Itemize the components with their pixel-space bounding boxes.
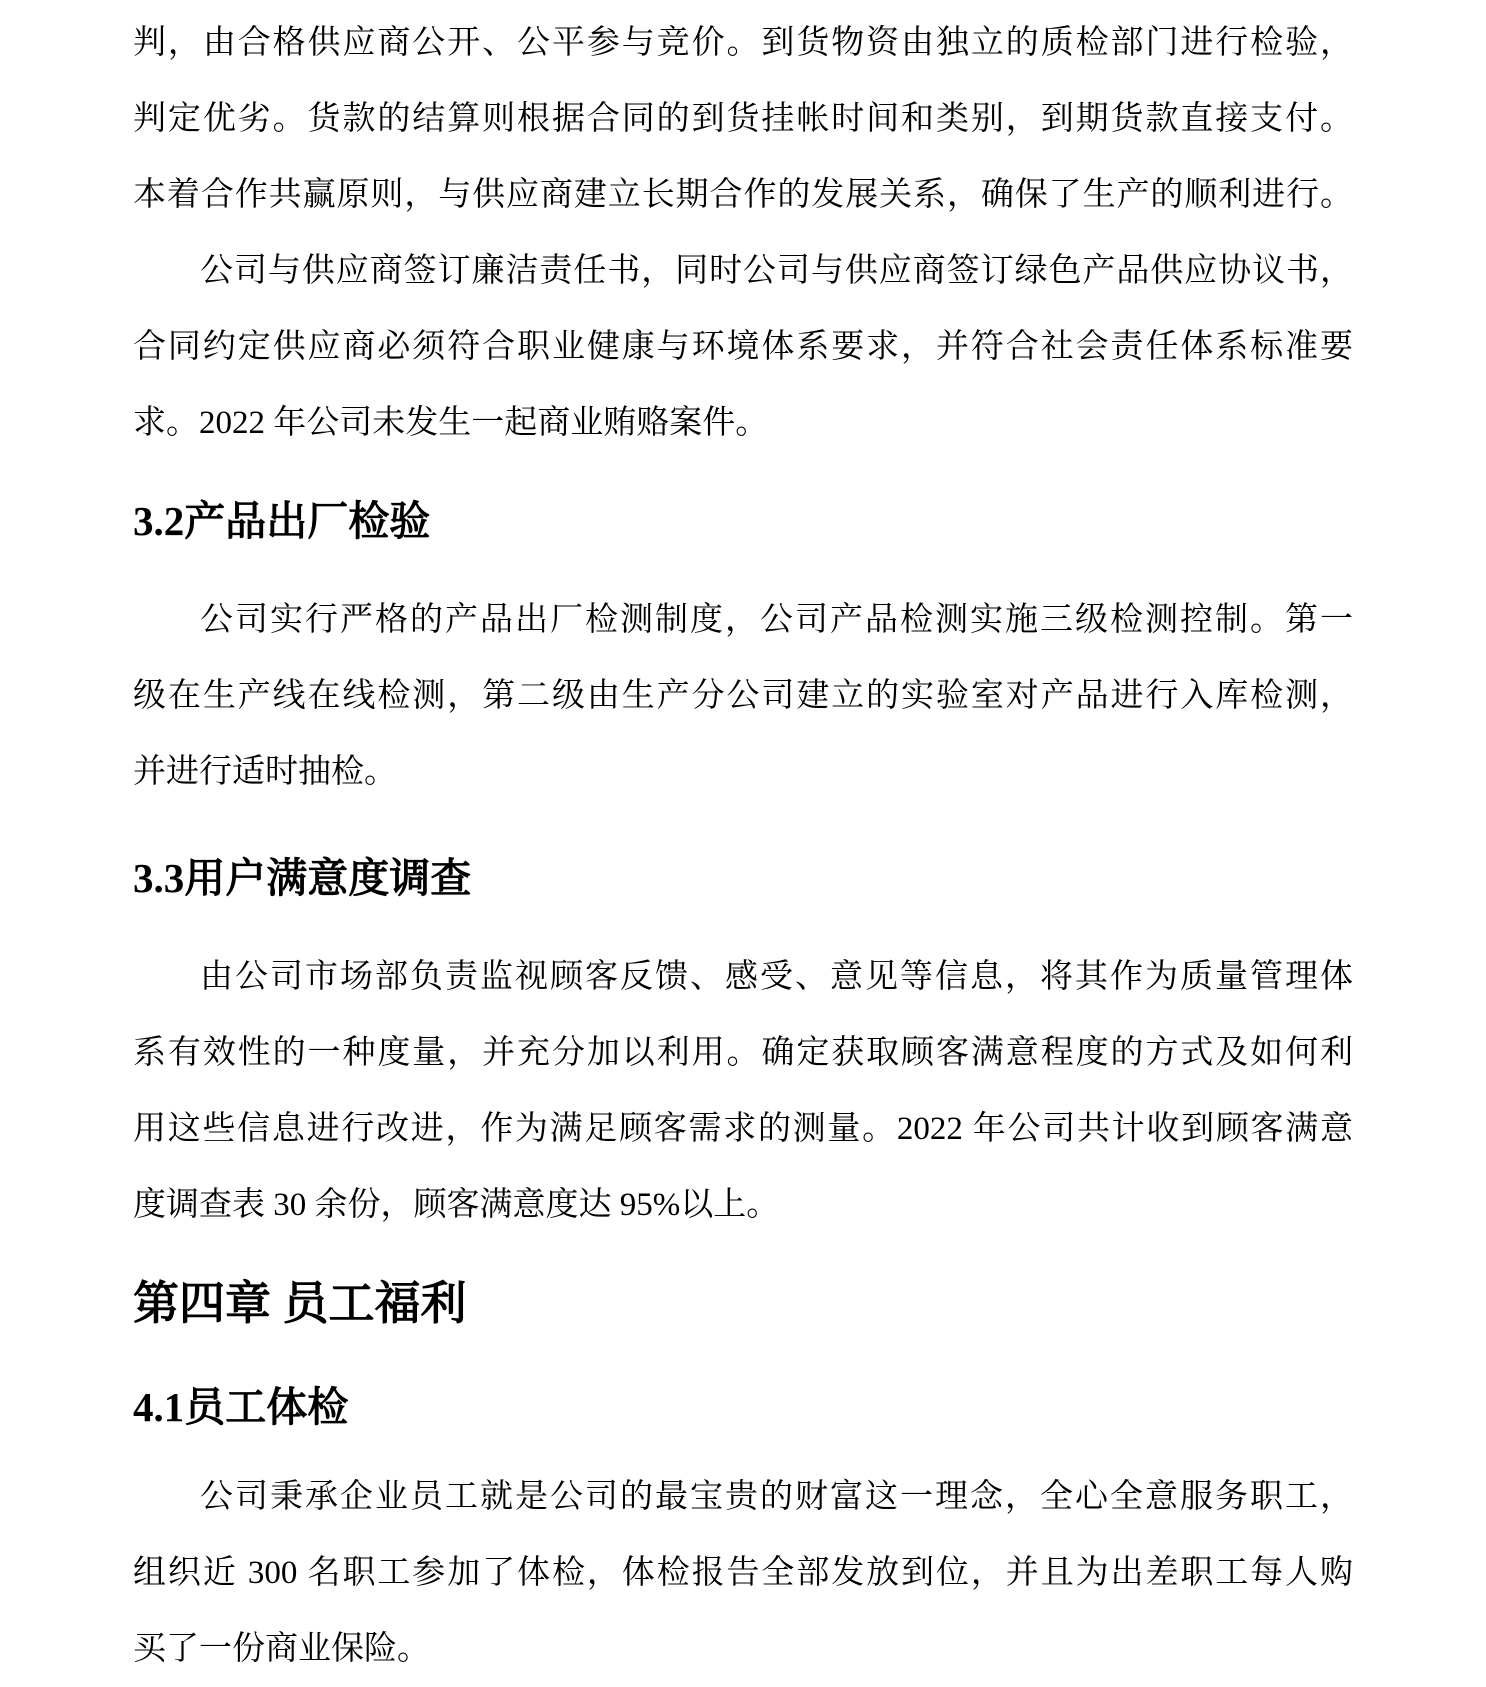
paragraph-line: 判，由合格供应商公开、公平参与竞价。到货物资由独立的质检部门进行检验，: [133, 25, 1353, 61]
paragraph-line: 级在生产线在线检测，第二级由生产分公司建立的实验室对产品进行入库检测，: [133, 678, 1353, 714]
paragraph-line: 买了一份商业保险。: [133, 1631, 430, 1667]
paragraph-line: 用这些信息进行改进，作为满足顾客需求的测量。2022 年公司共计收到顾客满意: [133, 1111, 1353, 1147]
integrity-paragraph: [133, 233, 1353, 461]
paragraph-line: 公司秉承企业员工就是公司的最宝贵的财富这一理念，全心全意服务职工，: [200, 1479, 1353, 1515]
paragraph-line: 由公司市场部负责监视顾客反馈、感受、意见等信息，将其作为质量管理体: [200, 959, 1353, 995]
paragraph-line: 系有效性的一种度量，并充分加以利用。确定获取顾客满意程度的方式及如何利: [133, 1035, 1353, 1071]
paragraph-line: 组织近 300 名职工参加了体检，体检报告全部发放到位，并且为出差职工每人购: [133, 1555, 1353, 1591]
paragraph-line: 公司与供应商签订廉洁责任书，同时公司与供应商签订绿色产品供应协议书，: [200, 253, 1353, 289]
intro-paragraph: [133, 5, 1353, 233]
paragraph-line: 并进行适时抽检。: [133, 754, 397, 790]
section-3-2-paragraph: [133, 582, 1353, 810]
section-3-3: [133, 848, 1353, 1243]
section-3-2: [133, 491, 1353, 810]
paragraph-line: 度调查表 30 余份，顾客满意度达 95%以上。: [133, 1187, 780, 1223]
paragraph-line: 公司实行严格的产品出厂检测制度，公司产品检测实施三级检测控制。第一: [200, 602, 1353, 638]
chapter-4: [133, 1272, 1353, 1336]
paragraph-line: 合同约定供应商必须符合职业健康与环境体系要求，并符合社会责任体系标准要: [133, 329, 1353, 365]
chapter-heading-4: 第四章 员工福利: [133, 1278, 467, 1329]
section-4-1: [133, 1377, 1353, 1687]
section-heading-3-3: 3.3用户满意度调查: [133, 855, 472, 901]
section-3-3-paragraph: [133, 939, 1353, 1243]
paragraph-line: 本着合作共赢原则，与供应商建立长期合作的发展关系，确保了生产的顺利进行。: [133, 177, 1353, 213]
paragraph-line: 判定优劣。货款的结算则根据合同的到货挂帐时间和类别，到期货款直接支付。: [133, 101, 1353, 137]
section-4-1-paragraph: [133, 1459, 1353, 1687]
section-heading-4-1: 4.1员工体检: [133, 1384, 349, 1430]
section-heading-3-2: 3.2产品出厂检验: [133, 498, 431, 544]
paragraph-line: 求。2022 年公司未发生一起商业贿赂案件。: [133, 405, 769, 441]
